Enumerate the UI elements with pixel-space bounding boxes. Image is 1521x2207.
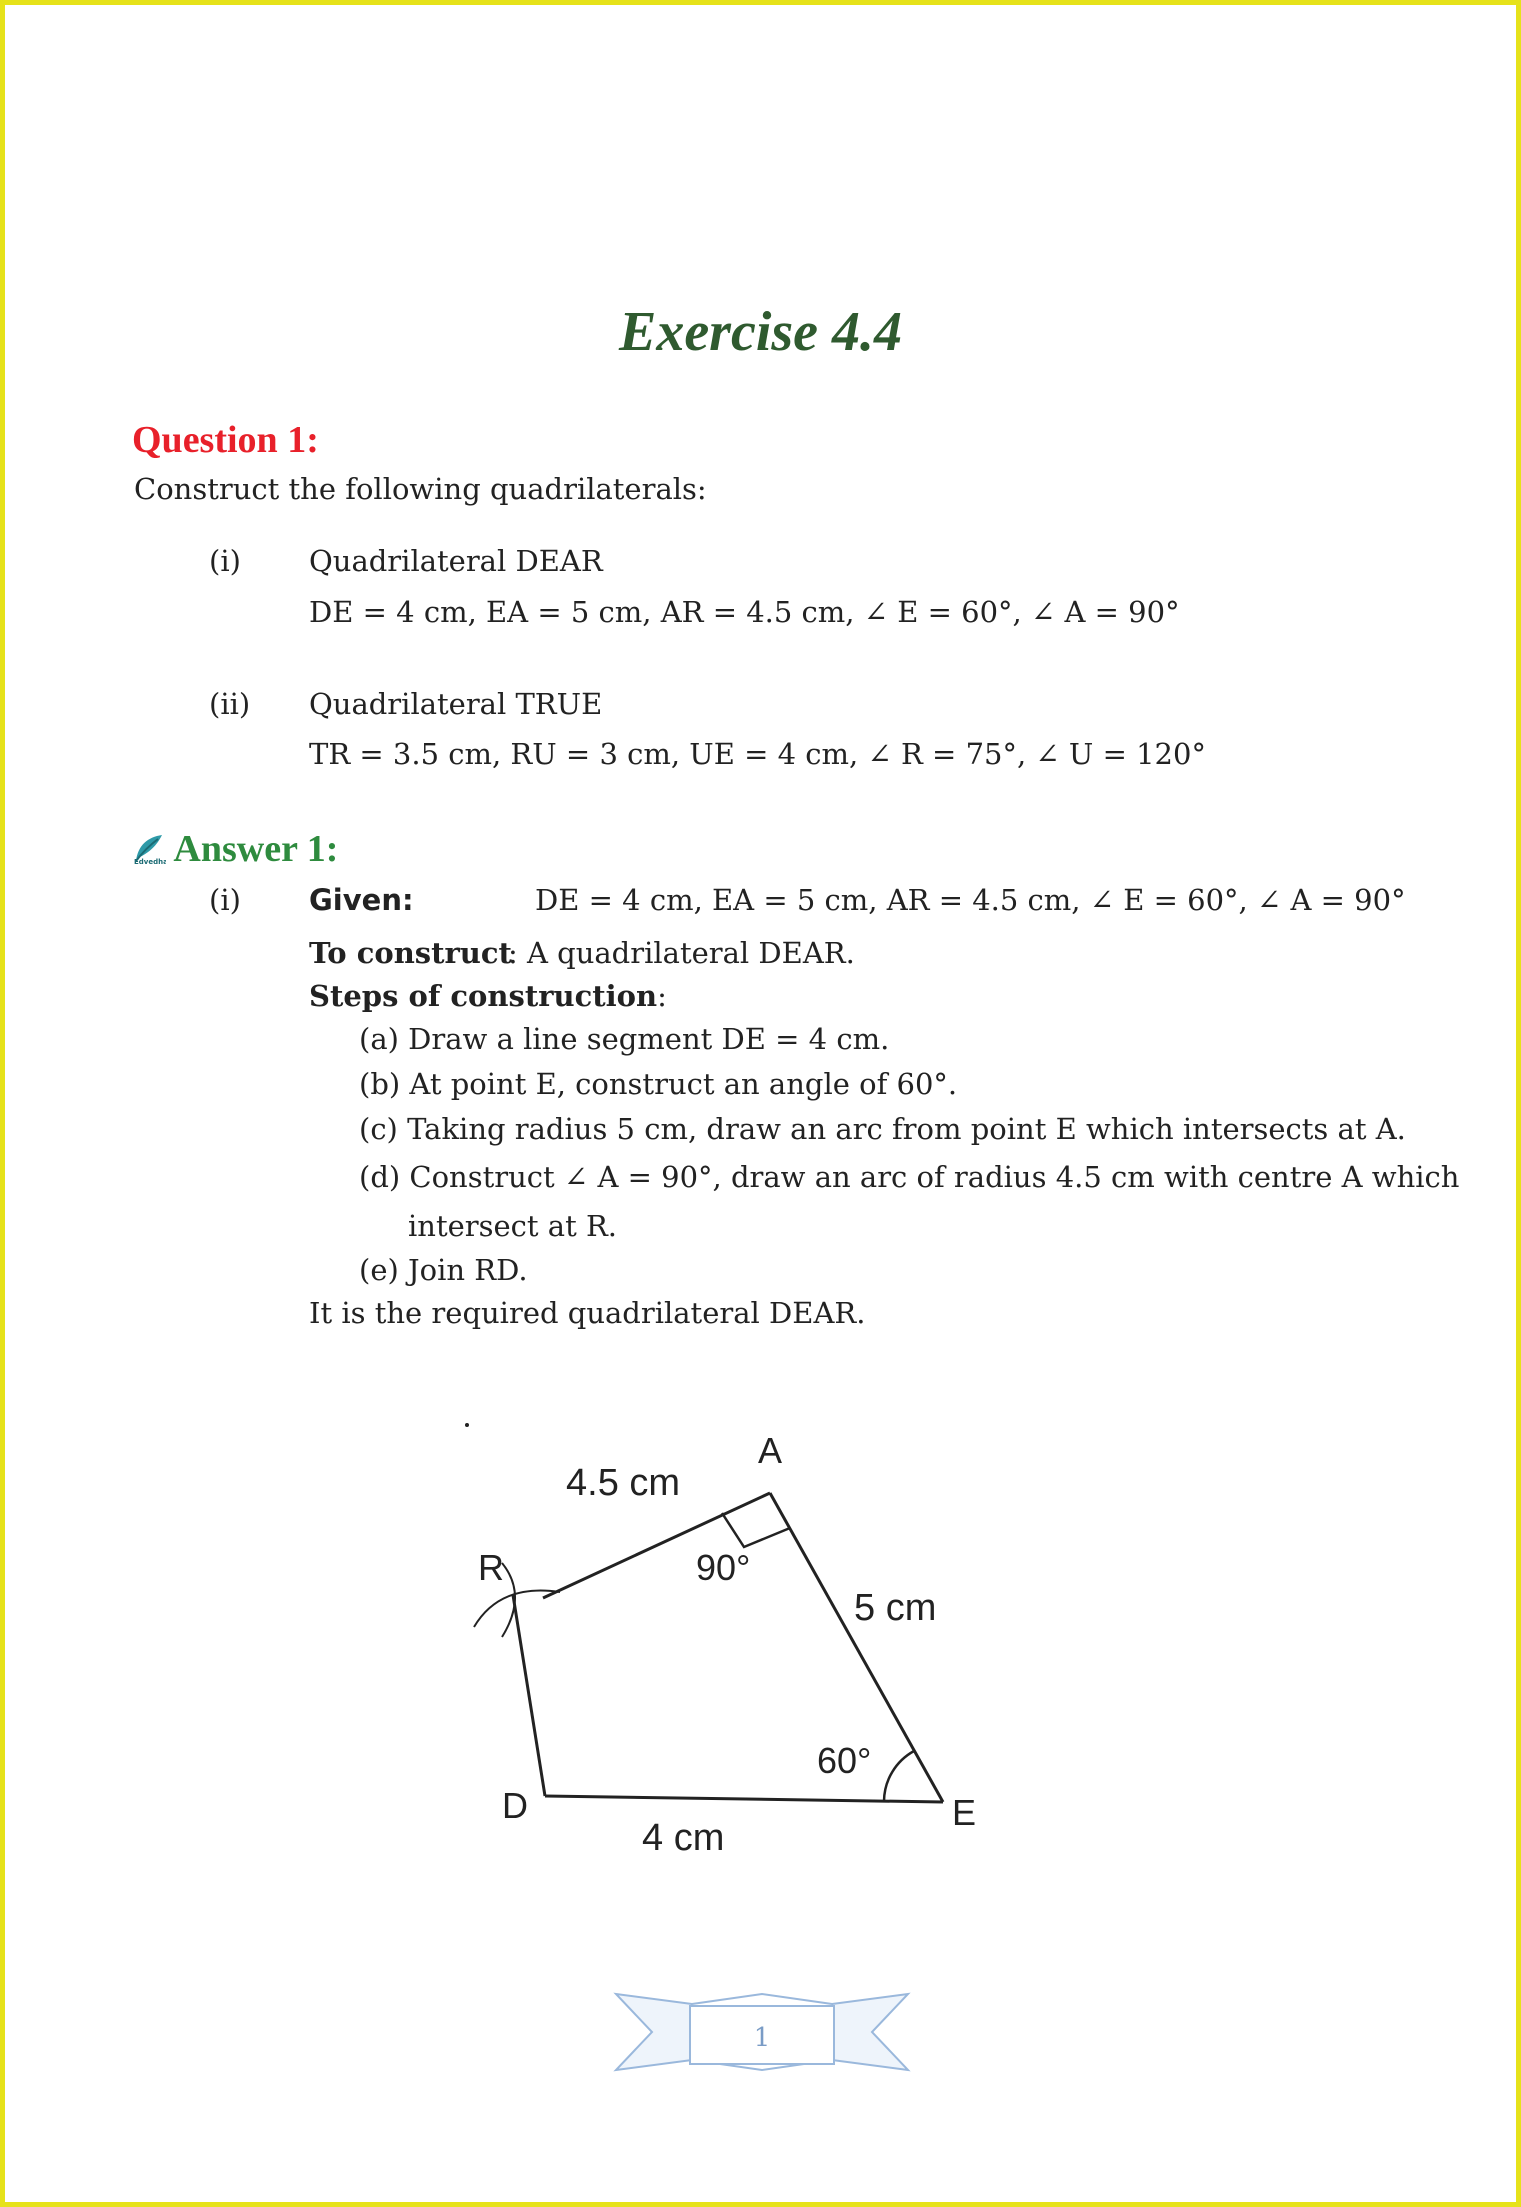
right-angle-mark xyxy=(722,1513,790,1547)
page-number: 1 xyxy=(753,2023,771,2053)
label-angle-a: 90° xyxy=(696,1547,751,1588)
part-ii-number: (ii) xyxy=(209,687,251,721)
stray-dot xyxy=(465,1423,469,1427)
side-rd xyxy=(513,1595,545,1796)
step-e: (e) Join RD. xyxy=(359,1253,528,1287)
page-title: Exercise 4.4 xyxy=(618,301,903,363)
part-i-name: Quadrilateral DEAR xyxy=(309,544,603,578)
page-number-ribbon xyxy=(612,1990,912,2080)
step-a: (a) Draw a line segment DE = 4 cm. xyxy=(359,1022,890,1056)
given-text: DE = 4 cm, EA = 5 cm, AR = 4.5 cm, ∠ E = 60°, ∠ A = 90° xyxy=(535,883,1406,917)
vertex-a: A xyxy=(758,1430,783,1471)
part-i-data: DE = 4 cm, EA = 5 cm, AR = 4.5 cm, ∠ E = 60°, ∠ A = 90° xyxy=(309,595,1180,629)
label-angle-e: 60° xyxy=(817,1740,872,1781)
part-ii-data: TR = 3.5 cm, RU = 3 cm, UE = 4 cm, ∠ R = 75°, ∠ U = 120° xyxy=(309,737,1206,771)
question-intro: Construct the following quadrilaterals: xyxy=(134,472,707,506)
part-ii-name: Quadrilateral TRUE xyxy=(309,687,603,721)
answer-part-number: (i) xyxy=(209,883,241,917)
steps-colon: : xyxy=(657,979,667,1013)
label-de-length: 4 cm xyxy=(642,1817,725,1859)
given-label: Given: xyxy=(309,883,414,917)
part-i-number: (i) xyxy=(209,544,241,578)
quadrilateral-diagram xyxy=(440,1395,1020,1875)
angle-arc-e xyxy=(884,1751,914,1801)
construct-label: To construct xyxy=(309,936,512,970)
logo-icon xyxy=(132,831,166,865)
construct-text: : A quadrilateral DEAR. xyxy=(508,936,855,970)
label-ea-length: 5 cm xyxy=(854,1587,937,1629)
step-b: (b) At point E, construct an angle of 60°. xyxy=(359,1067,958,1101)
step-d-continued: intersect at R. xyxy=(408,1209,618,1243)
conclusion: It is the required quadrilateral DEAR. xyxy=(309,1296,866,1330)
vertex-r: R xyxy=(478,1547,504,1588)
logo-text: Edvedha xyxy=(134,858,166,865)
step-c: (c) Taking radius 5 cm, draw an arc from point E which intersects at A. xyxy=(359,1112,1406,1146)
steps-label: Steps of construction xyxy=(309,979,658,1013)
answer-heading xyxy=(132,827,338,871)
vertex-d: D xyxy=(502,1785,528,1826)
question-heading: Question 1: xyxy=(132,419,319,461)
steps-heading xyxy=(309,979,667,1013)
vertex-e: E xyxy=(952,1792,977,1833)
label-ar-length: 4.5 cm xyxy=(566,1462,681,1504)
answer-label: Answer 1: xyxy=(173,828,339,870)
step-d: (d) Construct ∠ A = 90°, draw an arc of radius 4.5 cm with centre A which xyxy=(359,1160,1460,1194)
